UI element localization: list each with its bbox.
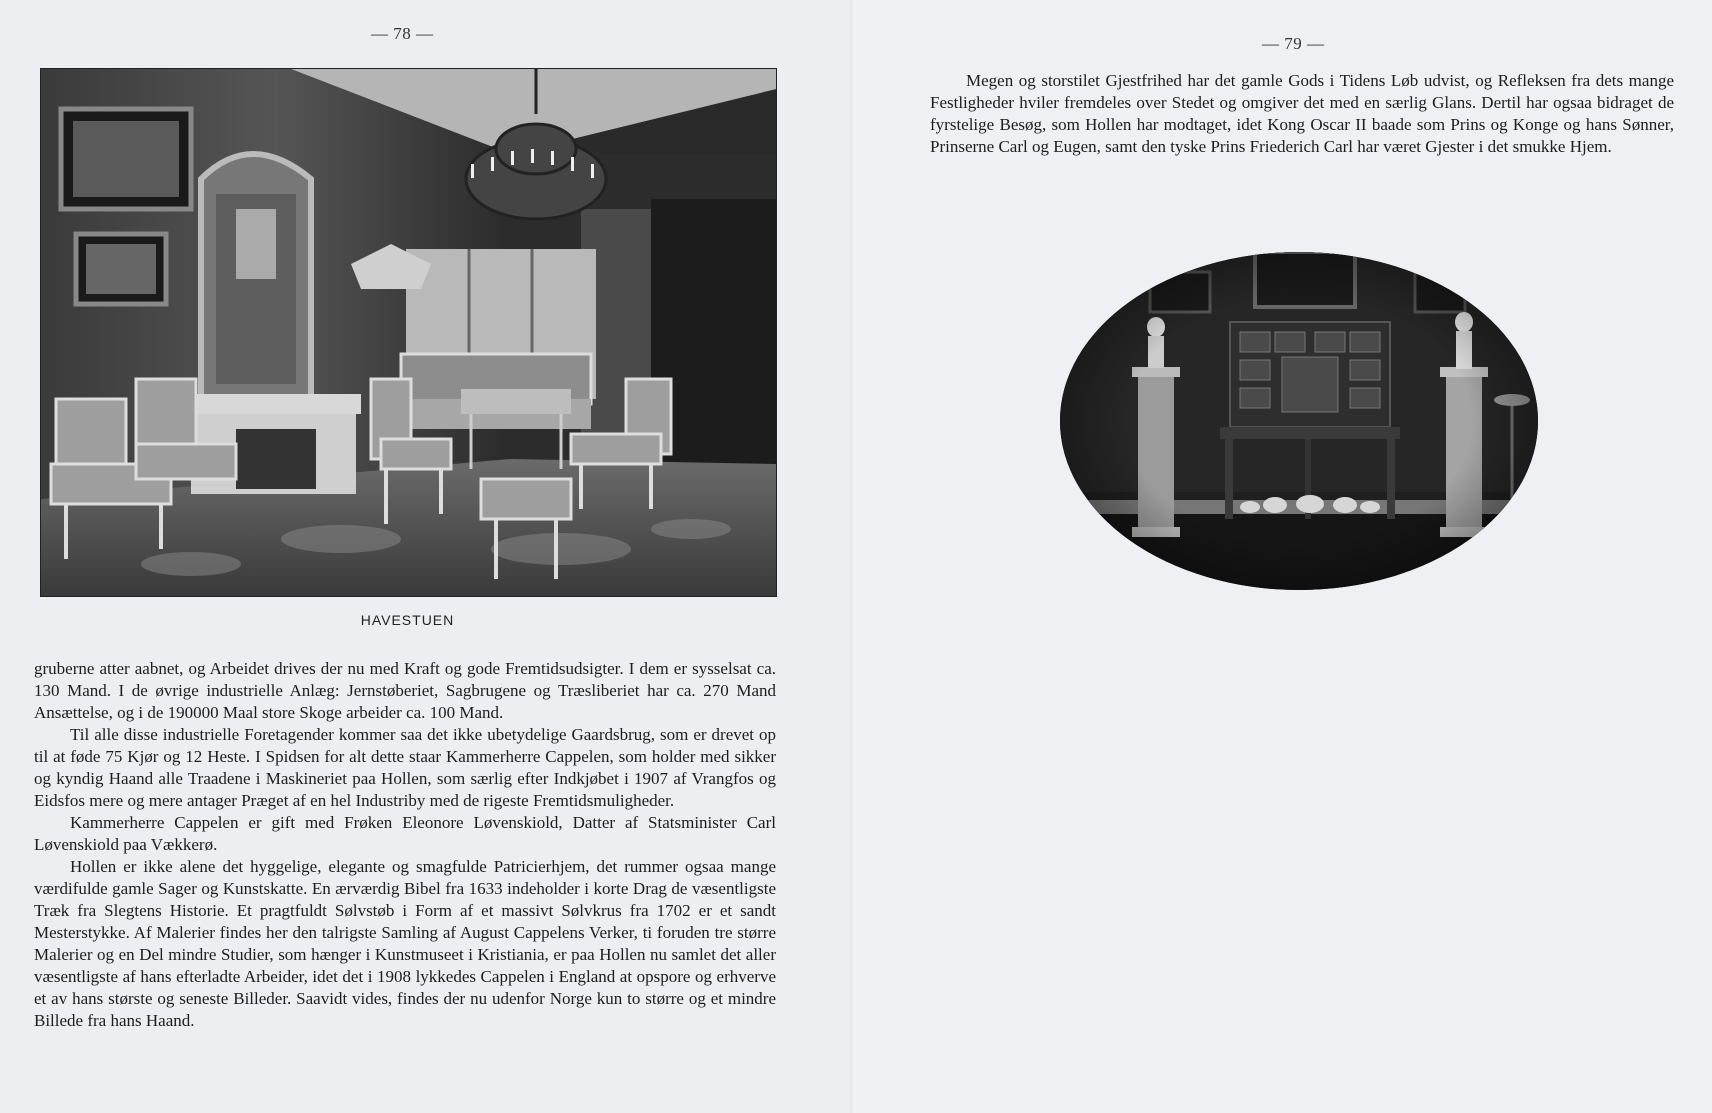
paragraph: Til alle disse industrielle Foretagender kommer saa det ikke ubetydelige Gaardsbrug, som er drevet op til at føde 75 Kjør og 12 Heste. I Spidsen for alt dette staar Kammerherre Cappelen, som holder med sikker og kyndig Haand alle Traadene i Maskineriet paa Hollen, som særlig efter Indkjøbet i 1907 af Vrangfos og Eidsfos mere og mere antager Præget af en hel Industriby med de rigeste Fremtidsmuligheder. — [34, 725, 776, 810]
paragraph: Kammerherre Cappelen er gift med Frøken Eleonore Løvenskiold, Datter af Statsminister Carl Løvenskiold paa Vækkerø. — [34, 813, 776, 854]
page-number: — 78 — — [371, 24, 434, 43]
paragraph: Megen og storstilet Gjestfrihed har det gamle Gods i Tidens Løb udvist, og Refleksen fra dets mange Festligheder hviler fremdeles over Stedet og omgiver det med en særlig Glans. Dertil har ogsaa bidraget de fyrstelige Besøg, som Hollen har modtaget, idet Kong Oscar II baade som Prins og Konge og hans Sønner, Prinserne Carl og Eugen, samt den tyske Prins Friederich Carl har været Gjester i det smukke Hjem. — [930, 71, 1674, 156]
paragraph: gruberne atter aabnet, og Arbeidet drives der nu med Kraft og gode Fremtidsudsigter. I dem er sysselsat ca. 130 Mand. I de øvrige industrielle Anlæg: Jernstøberiet, Sagbrugene og Træsliberiet har ca. 270 Mand Ansættelse, og i de 190000 Maal store Skoge arbeider ca. 100 Mand. — [34, 659, 776, 722]
cabinet-photo — [1060, 252, 1538, 590]
right-body-text — [930, 70, 1674, 158]
havestuen-photo — [40, 68, 777, 597]
photo-caption: HAVESTUEN — [360, 612, 455, 628]
left-body-text — [34, 658, 776, 1032]
page-number: — 79 — — [1262, 34, 1325, 53]
paragraph: Hollen er ikke alene det hyggelige, elegante og smagfulde Patricierhjem, det rummer ogsaa mange værdifulde gamle Sager og Kunstskatte. En ærværdig Bibel fra 1633 indeholder i korte Drag de væsentligste Træk fra Slegtens Historie. Et pragtfuldt Sølvstøb i Form af et massivt Sølvkrus fra 1702 er et sandt Mesterstykke. Af Malerier findes her den talrigste Samling af August Cappelens Verker, ti foruden tre større Malerier og en Del mindre Studier, som hænger i Kunstmuseet i Kristiania, er paa Hollen nu samlet det aller væsentligste af hans efterladte Arbeider, idet det i 1908 lykkedes Cappelen i England at opspore og erhverve et av hans største og seneste Billeder. Saavidt vides, findes der nu udenfor Norge kun to større og et mindre Billede fra hans Haand. — [34, 857, 776, 1030]
cabinet-oval-image — [1060, 252, 1538, 590]
parlor-room-image — [41, 69, 776, 596]
